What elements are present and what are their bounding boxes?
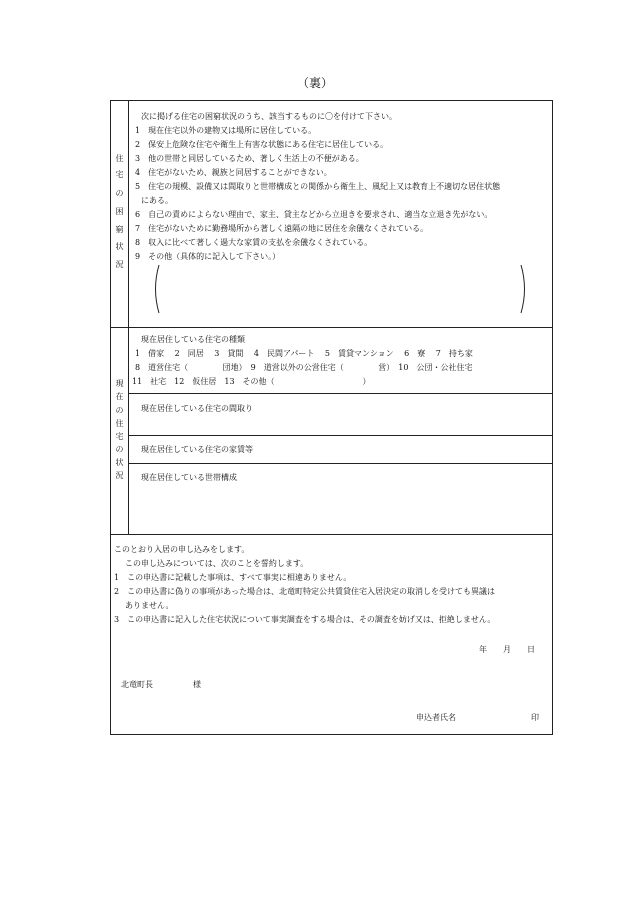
label-char: 在	[115, 392, 124, 401]
applicant-name-label: 申込者氏名	[416, 713, 456, 722]
housing-difficulty-label	[111, 101, 129, 327]
housing-difficulty-section	[111, 101, 552, 328]
current-housing-section	[111, 328, 552, 535]
divider	[128, 435, 552, 436]
date-label: 年 月 日	[479, 645, 535, 654]
label-char: 況	[115, 260, 124, 269]
application-form-back	[110, 100, 553, 735]
label-char: 状	[115, 242, 124, 251]
difficulty-item: 4 住宅がないため、親族と同居することができない。	[135, 168, 332, 177]
seal-label: 印	[531, 713, 539, 722]
difficulty-item: 2 保安上危険な住宅や衛生上有害な状態にある住宅に居住している。	[135, 140, 389, 149]
addressee-label: 北竜町長 様	[121, 680, 201, 689]
label-char: の	[115, 406, 124, 415]
label-char: 況	[115, 471, 124, 480]
difficulty-item: 7 住宅がないために勤務場所から著しく遠隔の地に居住を余儀なくされている。	[135, 224, 429, 233]
label-char: 住	[115, 154, 124, 163]
difficulty-item: 5 住宅の規模、設備又は間取りと世帯構成との関係から衛生上、風紀上又は教育上不適切な居住状態	[135, 182, 501, 191]
housing-type-row: 8 道営住宅（ 団地） 9 道営以外の公営住宅（ 営） 10 公団・公社住宅	[135, 363, 473, 372]
declaration-line: 1 この申込書に記載した事項は、すべて事実に相違ありません。	[114, 573, 352, 582]
label-char: 状	[115, 458, 124, 467]
label-char: の	[115, 445, 124, 454]
housing-type-row: 1 借家 2 同居 3 貸間 4 民間アパート 5 賃貸マンション 6 寮 7 持ち家	[135, 349, 473, 358]
household-composition-label: 現在居住している世帯構成	[141, 473, 237, 482]
declaration-line: ありません。	[125, 601, 174, 610]
label-char: 窮	[115, 225, 124, 234]
label-char: 宅	[115, 432, 124, 441]
floor-plan-label: 現在居住している住宅の間取り	[141, 404, 253, 413]
label-char: 困	[115, 207, 124, 216]
page-title: （裏）	[296, 76, 333, 90]
declaration-section	[111, 535, 552, 735]
difficulty-intro: 次に掲げる住宅の困窮状況のうち、該当するものに〇を付けて下さい。	[141, 112, 397, 121]
difficulty-item: 6 自己の責めによらない理由で、家主、貸主などから立退きを要求され、適当な立退き先がない。	[135, 210, 493, 219]
other-details-bracket-left	[151, 264, 161, 314]
difficulty-item: 3 他の世帯と同居しているため、著しく生活上の不便がある。	[135, 154, 364, 163]
label-char: の	[115, 189, 124, 198]
divider	[128, 393, 552, 394]
declaration-line: 2 この申込書に偽りの事項があった場合は、北竜町特定公共賃貸住宅入居決定の取消しを受けても異議は	[114, 587, 496, 596]
declaration-line: このとおり入居の申し込みをします。	[114, 545, 250, 554]
difficulty-item: 9 その他（具体的に記入して下さい。）	[135, 252, 281, 261]
difficulty-item: 1 現在住宅以外の建物又は場所に居住している。	[135, 126, 317, 135]
difficulty-item: にある。	[141, 196, 173, 205]
divider	[128, 463, 552, 464]
label-char: 現	[115, 379, 124, 388]
current-housing-label	[111, 328, 129, 534]
declaration-line: この申し込みについては、次のことを誓約します。	[125, 559, 309, 568]
rent-label: 現在居住している住宅の家賃等	[141, 445, 253, 454]
housing-type-row: 11 社宅 12 仮住居 13 その他（ ）	[132, 377, 371, 386]
difficulty-item: 8 収入に比べて著しく過大な家賃の支払を余儀なくされている。	[135, 238, 373, 247]
other-details-bracket-right	[519, 264, 529, 314]
declaration-line: 3 この申込書に記入した住宅状況について事実調査をする場合は、その調査を妨げ又は、拒絶しません。	[114, 615, 496, 624]
label-char: 住	[115, 419, 124, 428]
label-char: 宅	[115, 170, 124, 179]
housing-type-heading: 現在居住している住宅の種類	[141, 335, 245, 344]
